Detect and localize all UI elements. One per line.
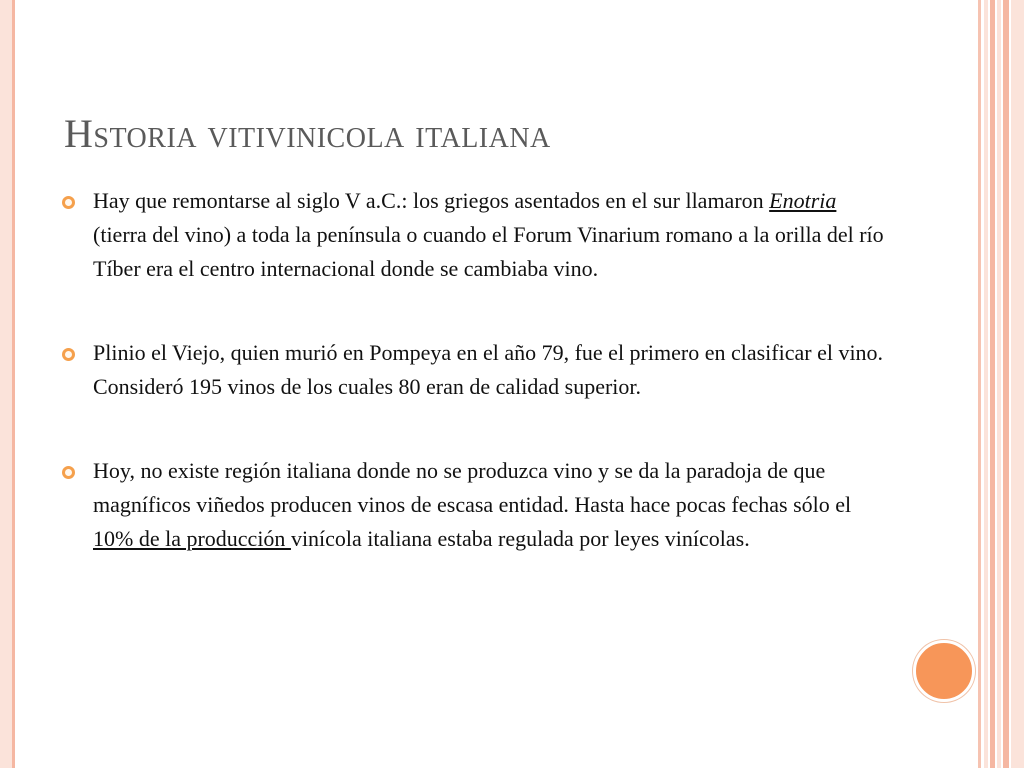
bullet-text-start: Hay que remontarse al siglo V a.C.: los griegos asentados en el sur llamaron	[93, 188, 770, 213]
right-stripe-2	[984, 0, 988, 768]
bullet-item	[62, 454, 892, 556]
bullet-text-end: vinícola italiana estaba regulada por leyes vinícolas.	[290, 526, 750, 551]
circle-bullet-icon	[62, 466, 75, 479]
bullet-item	[62, 184, 892, 286]
circle-bullet-icon	[62, 348, 75, 361]
decorative-circle	[913, 640, 975, 702]
bullet-text-end: (tierra del vino) a toda la península o cuando el Forum Vinarium romano a la orilla del río Tíber era el centro internacional donde se cambiaba vino.	[93, 222, 884, 281]
right-stripe-4	[997, 0, 1001, 768]
bullet-text-start: Hoy, no existe región italiana donde no se produzca vino y se da la paradoja de que magníficos viñedos producen vinos de escasa entidad. Hasta hace pocas fechas sólo el	[93, 458, 852, 517]
right-stripe-1	[978, 0, 981, 768]
right-stripe-6	[1011, 0, 1024, 768]
right-stripe-5	[1003, 0, 1009, 768]
bullet-item	[62, 336, 892, 404]
bullet-text: Plinio el Viejo, quien murió en Pompeya en el año 79, fue el primero en clasificar el vino. Consideró 195 vinos de los cuales 80 eran de calidad superior.	[93, 340, 884, 399]
enotria-term: Enotria	[769, 188, 837, 213]
underlined-percentage: 10% de la producción	[93, 526, 291, 551]
bullet-list	[62, 184, 892, 556]
circle-bullet-icon	[62, 196, 75, 209]
slide-title: Hstoria vitivinicola italiana	[64, 111, 551, 156]
left-stripe-line	[12, 0, 15, 768]
right-stripe-3	[990, 0, 995, 768]
